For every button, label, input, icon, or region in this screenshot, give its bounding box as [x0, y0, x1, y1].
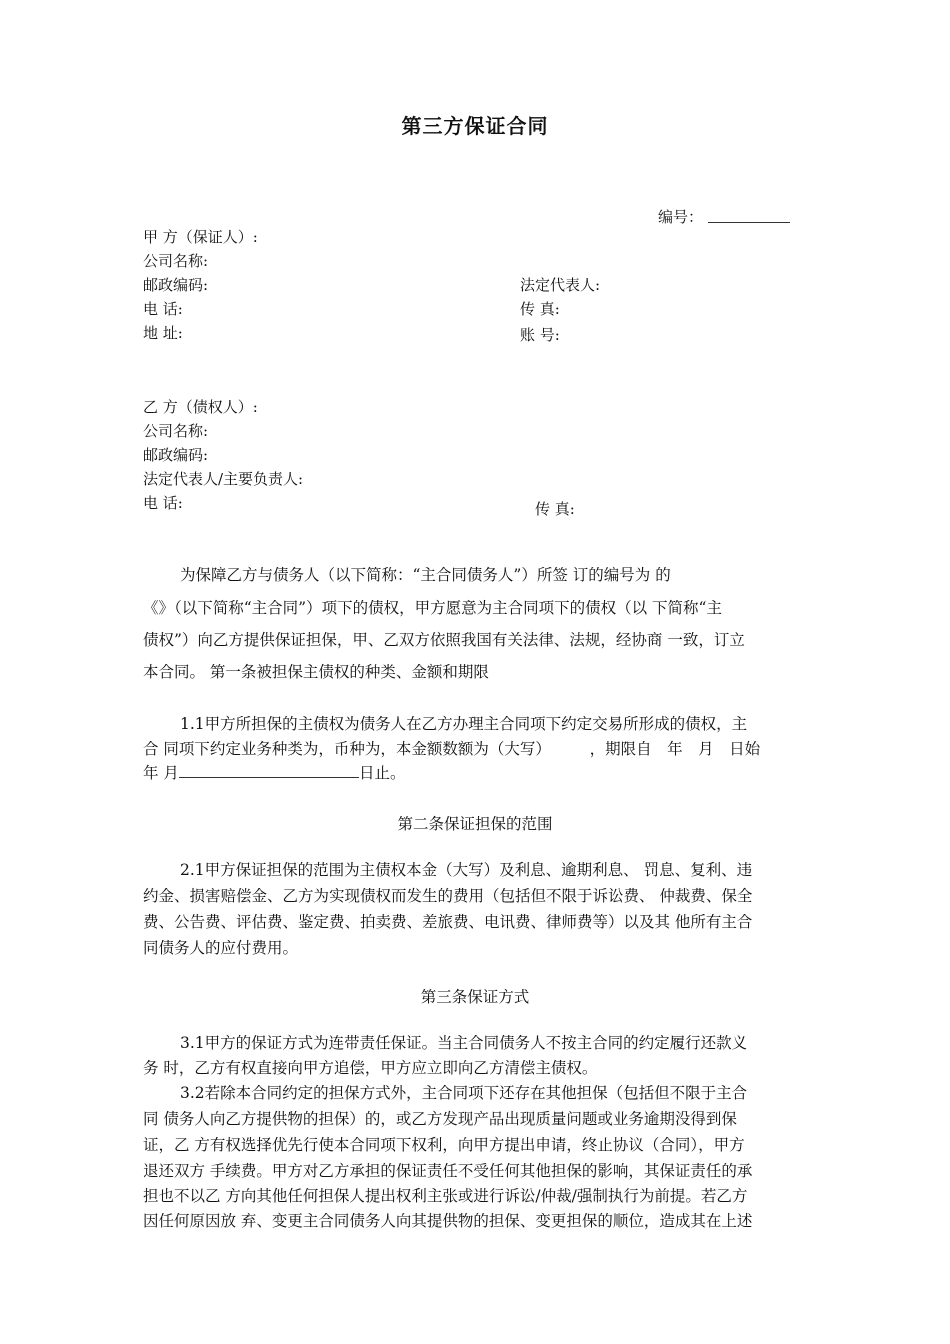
party-b-phone: 电 话: — [143, 494, 183, 512]
clause-text: 若除本合同约定的担保方式外，主合同项下还存在其他担保（包括但不限于主合 — [204, 1084, 748, 1102]
article-3-2-line-1 — [180, 1081, 747, 1103]
clause-text: 甲方所担保的主债权为债务人在乙方办理主合同项下约定交易所形成的债权，主 — [204, 715, 748, 733]
clause-number: 2.1 — [180, 861, 205, 879]
party-a-address: 地 址: — [143, 324, 183, 342]
article-2-line-2: 约金、损害赔偿金、乙方为实现债权而发生的费用（包括但不限于诉讼费、 仲裁费、保全 — [143, 887, 753, 905]
article-3-2-line-2: 同 债务人向乙方提供物的担保）的，或乙方发现产品出现质量问题或业务逾期没得到保 — [143, 1110, 737, 1128]
preamble-line-2: 《》（以下简称“主合同”）项下的债权，甲方愿意为主合同项下的债权（以 下简称“主 — [143, 599, 722, 617]
party-a-account: 账 号: — [520, 326, 560, 344]
party-b-fax: 传 真: — [535, 500, 575, 518]
article-2-line-1 — [180, 858, 752, 880]
article-3-1-line-1 — [180, 1031, 747, 1053]
article-3-2-line-5: 担也不以乙 方向其他任何担保人提出权利主张或进行诉讼/仲裁/强制执行为前提。若乙方 — [143, 1187, 748, 1205]
party-a-phone: 电 话: — [143, 300, 183, 318]
clause-text: 年 月 — [143, 764, 179, 782]
clause-number: 3.1 — [180, 1034, 205, 1052]
article-3-1-line-2: 务 时，乙方有权直接向甲方追偿，甲方应立即向乙方清偿主债权。 — [143, 1059, 598, 1077]
contract-number-blank[interactable] — [708, 222, 790, 223]
date-blank[interactable] — [179, 763, 359, 778]
preamble-line-1: 为保障乙方与债务人（以下简称：“主合同债务人”）所签 订的编号为 的 — [180, 566, 671, 584]
party-a-legal-rep: 法定代表人: — [520, 276, 601, 294]
preamble-line-3: 债权”）向乙方提供保证担保，甲、乙双方依照我国有关法律、法规，经协商 一致，订立 — [143, 631, 745, 649]
party-a-heading: 甲 方（保证人）: — [143, 228, 258, 246]
document-title: 第三方保证合同 — [401, 114, 549, 138]
party-a-postal: 邮政编码: — [143, 276, 209, 294]
article-3-2-line-3: 证，乙 方有权选择优先行使本合同项下权利，向甲方提出申请，终止协议（合同），甲方 — [143, 1136, 745, 1154]
article-3-2-line-4: 退还双方 手续费。甲方对乙方承担的保证责任不受任何其他担保的影响，其保证责任的承 — [143, 1162, 753, 1180]
clause-text: 甲方的保证方式为连带责任保证。当主合同债务人不按主合同的约定履行还款义 — [204, 1034, 748, 1052]
party-b-heading: 乙 方（债权人）: — [143, 398, 258, 416]
preamble-line-4: 本合同。 第一条被担保主债权的种类、金额和期限 — [143, 663, 489, 681]
party-a-company: 公司名称: — [143, 252, 209, 270]
clause-text: 甲方保证担保的范围为主债权本金（大写）及利息、逾期利息、 罚息、复利、违 — [204, 861, 753, 879]
party-a-fax: 传 真: — [520, 300, 560, 318]
article-2-heading: 第二条保证担保的范围 — [397, 815, 553, 833]
clause-1-1-line-1 — [180, 712, 747, 734]
article-3-2-line-6: 因任何原因放 弃、变更主合同债务人向其提供物的担保、变更担保的顺位，造成其在上述 — [143, 1212, 753, 1230]
clause-1-1-line-2: 合 同项下约定业务种类为，币种为，本金额数额为（大写） ，期限自 年 月 日始 — [143, 740, 761, 758]
article-2-line-4: 同债务人的应付费用。 — [143, 939, 299, 957]
article-2-line-3: 费、公告费、评估费、鉴定费、拍卖费、差旅费、电讯费、律师费等）以及其 他所有主合 — [143, 913, 753, 931]
contract-number-label: 编号： — [658, 208, 704, 226]
party-b-legal-rep: 法定代表人/主要负责人: — [143, 470, 304, 488]
article-3-heading: 第三条保证方式 — [420, 988, 530, 1006]
clause-number: 3.2 — [180, 1084, 205, 1102]
clause-1-1-line-3 — [143, 761, 405, 783]
party-b-company: 公司名称: — [143, 422, 209, 440]
party-b-postal: 邮政编码: — [143, 446, 209, 464]
clause-text: 日止。 — [358, 764, 406, 782]
clause-number: 1.1 — [180, 715, 205, 733]
